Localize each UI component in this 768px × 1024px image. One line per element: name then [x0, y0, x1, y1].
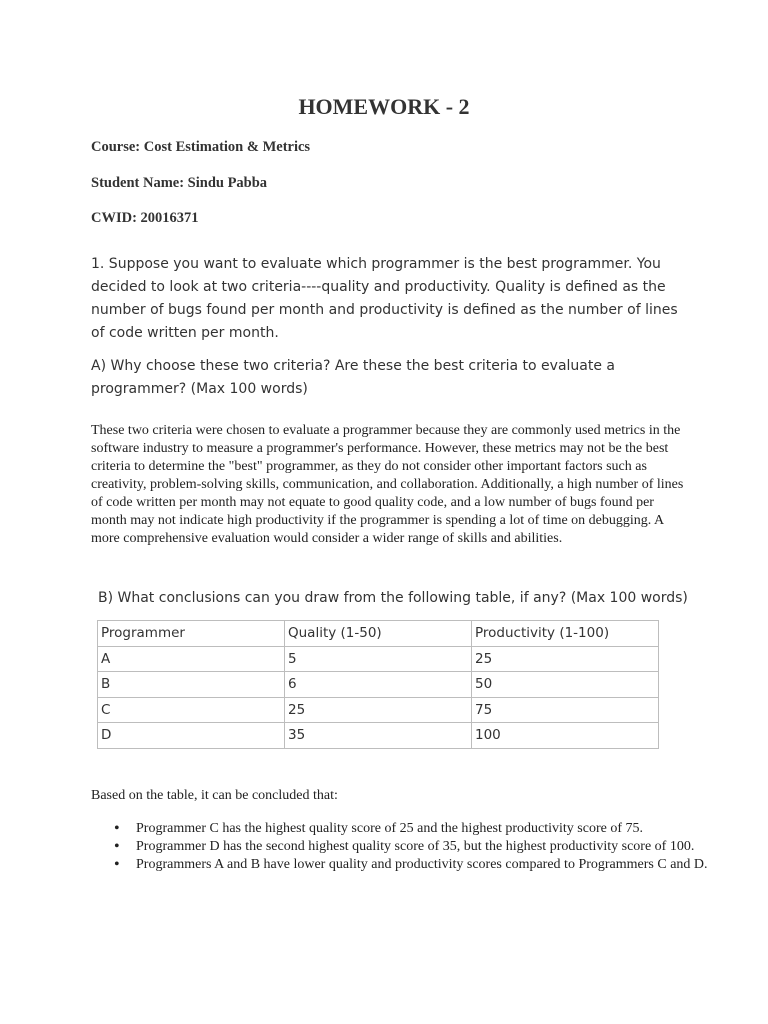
question-1-prompt: 1. Suppose you want to evaluate which programmer is the best programmer. You decided to look at two criteria----quality and productivity. Quality is defined as the number of bugs found per month and productivity is defined as the number of lines of code written per month. [91, 256, 678, 341]
table-cell: 50 [472, 672, 659, 698]
table-cell: 25 [285, 697, 472, 723]
programmer-table [97, 620, 659, 749]
table-cell: B [98, 672, 285, 698]
table-cell: C [98, 697, 285, 723]
table-row [98, 723, 659, 749]
list-item: • Programmers A and B have lower quality and productivity scores compared to Programmers C and D. [136, 856, 716, 874]
document-title: HOMEWORK - 2 [298, 94, 470, 119]
student-name-line: Student Name: Sindu Pabba [91, 175, 268, 191]
table-row [98, 697, 659, 723]
table-cell: D [98, 723, 285, 749]
course-line: Course: Cost Estimation & Metrics [91, 139, 311, 155]
table-cell: 100 [472, 723, 659, 749]
question-1b-prompt: B) What conclusions can you draw from the following table, if any? (Max 100 words) [98, 590, 688, 606]
list-item: • Programmer C has the highest quality score of 25 and the highest productivity score of 75. [136, 820, 716, 838]
question-1a-prompt: A) Why choose these two criteria? Are these the best criteria to evaluate a programmer? (Max 100 words) [91, 358, 615, 397]
table-row [98, 646, 659, 672]
conclusion-intro: Based on the table, it can be concluded that: [91, 788, 338, 803]
table-cell: A [98, 646, 285, 672]
table-cell: 25 [472, 646, 659, 672]
table-cell: 5 [285, 646, 472, 672]
table-header-cell: Quality (1-50) [285, 621, 472, 647]
cwid-line: CWID: 20016371 [91, 210, 199, 226]
table-header-row [98, 621, 659, 647]
table-cell: 75 [472, 697, 659, 723]
table-header-cell: Productivity (1-100) [472, 621, 659, 647]
conclusion-list [91, 820, 716, 874]
answer-1a: These two criteria were chosen to evaluate a programmer because they are commonly used metrics in the software industry to measure a programmer's performance. However, these metrics may not be the best criteria to determine the "best" programmer, as they do not consider other important factors such as creativity, problem-solving skills, communication, and collaboration. Additionally, a high number of lines of code written per month may not equate to good quality code, and a low number of bugs found per month may not indicate high productivity if the programmer is spending a lot of time on debugging. A more comprehensive evaluation would consider a wider range of skills and abilities. [91, 423, 684, 546]
table-row [98, 672, 659, 698]
list-item: • Programmer D has the second highest quality score of 35, but the highest productivity score of 100. [136, 838, 716, 856]
table-header-cell: Programmer [98, 621, 285, 647]
table-cell: 6 [285, 672, 472, 698]
table-cell: 35 [285, 723, 472, 749]
